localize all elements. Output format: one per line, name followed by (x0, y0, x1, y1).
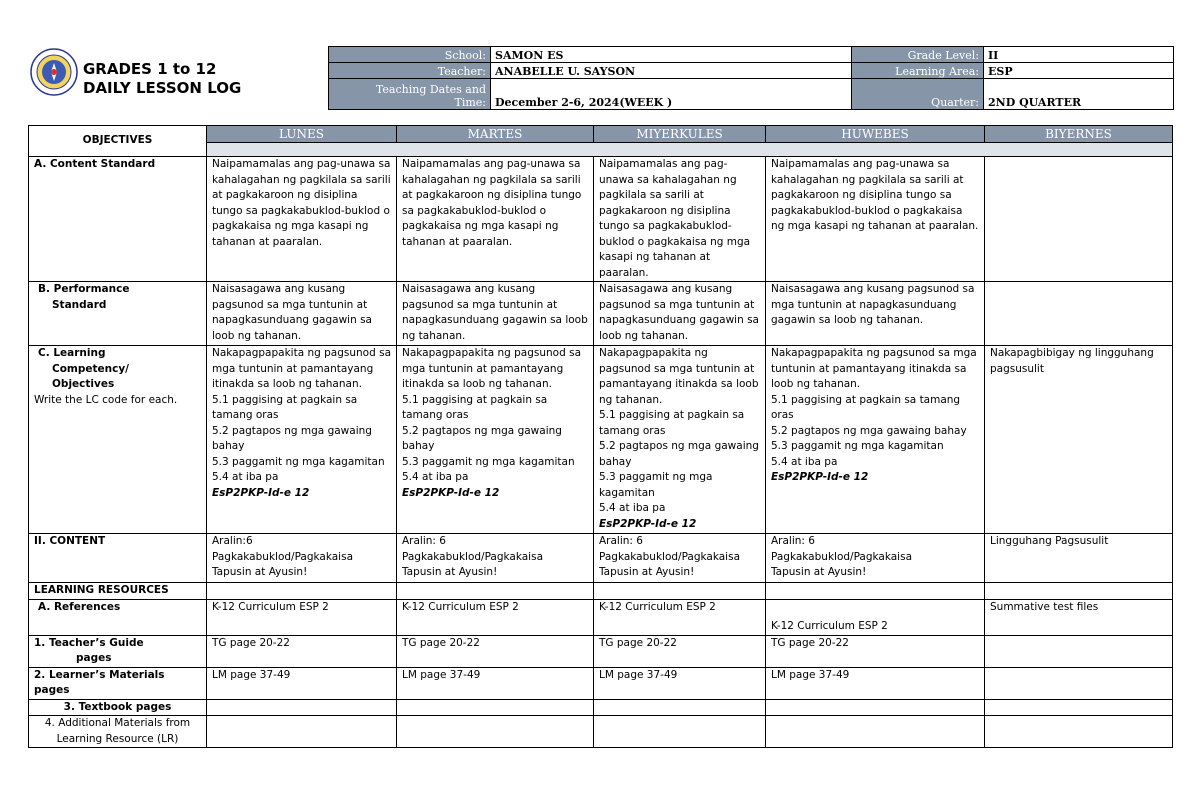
learning-competency-martes: Nakapagpapakita ng pagsunod sa mga tuntunin at pamantayang itinakda sa loob ng tahanan. 5.1 paggising at pagkain sa tamang oras 5.2 pagtapos ng mga gawaing bahay 5.3 paggamit ng mga kagamitan 5.4 at iba pa EsP2PKP-Id-e 12 (397, 346, 594, 534)
references-huwebes: K-12 Curriculum ESP 2 (766, 599, 985, 635)
performance-standard-huwebes: Naisasagawa ang kusang pagsunod sa mga tuntunin at napagkasunduang gagawin sa loob ng tahanan. (766, 282, 985, 346)
document-title (83, 60, 241, 98)
title-line-1: GRADES 1 to 12 (83, 60, 217, 78)
learners-materials-biyernes (985, 667, 1173, 699)
content-standard-lunes: Naipamamalas ang pag-unawa sa kahalagahan ng pagkilala sa sarili at pagkakaroon ng disiplina tungo sa pagkakabuklod-buklod o pagkakaisa ng mga kasapi ng tahanan at paaralan. (207, 157, 397, 282)
header-info-table (328, 46, 1174, 110)
content-standard-huwebes: Naipamamalas ang pag-unawa sa kahalagahan ng pagkilala sa sarili at pagkakaroon ng disiplina tungo sa pagkakabuklod-buklod o pagkakaisa ng mga kasapi ng tahanan at paaralan. (766, 157, 985, 282)
content-standard-label: A. Content Standard (29, 157, 207, 282)
objectives-header: OBJECTIVES (29, 126, 207, 157)
content-biyernes: Lingguhang Pagsusulit (985, 534, 1173, 583)
references-biyernes: Summative test files (985, 599, 1173, 635)
content-martes: Aralin: 6 Pagkakabuklod/Pagkakaisa Tapusin at Ayusin! (397, 534, 594, 583)
references-miyerkules: K-12 Curriculum ESP 2 (594, 599, 766, 635)
day-header-biyernes: BIYERNES (985, 126, 1173, 143)
learners-materials-label: 2. Learner’s Materials pages (29, 667, 207, 699)
learning-competency-label: C. Learning Competency/ Objectives Write the LC code for each. (29, 346, 207, 534)
performance-standard-miyerkules: Naisasagawa ang kusang pagsunod sa mga tuntunin at napagkasunduang gagawin sa loob ng tahanan. (594, 282, 766, 346)
grade-level-label: Grade Level: (852, 47, 984, 63)
learning-area-label: Learning Area: (852, 63, 984, 79)
day-header-lunes: LUNES (207, 126, 397, 143)
teachers-guide-label: 1. Teacher’s Guide pages (29, 635, 207, 667)
title-line-2: DAILY LESSON LOG (83, 79, 242, 97)
teacher-value: ANABELLE U. SAYSON (491, 63, 852, 79)
lesson-log-table (28, 125, 1173, 748)
learners-materials-martes: LM page 37-49 (397, 667, 594, 699)
content-standard-row (29, 157, 1173, 282)
deped-seal-logo (30, 48, 78, 96)
content-miyerkules: Aralin: 6 Pagkakabuklod/Pagkakaisa Tapusin at Ayusin! (594, 534, 766, 583)
teaching-dates-label: Teaching Dates and Time: (329, 79, 491, 110)
teachers-guide-row (29, 635, 1173, 667)
content-label: II. CONTENT (29, 534, 207, 583)
grade-level-value: II (984, 47, 1174, 63)
teacher-label: Teacher: (329, 63, 491, 79)
learning-competency-huwebes: Nakapagpapakita ng pagsunod sa mga tuntunin at pamantayang itinakda sa loob ng tahanan. 5.1 paggising at pagkain sa tamang oras 5.2 pagtapos ng mga gawaing bahay 5.3 paggamit ng mga kagamitan 5.4 at iba pa EsP2PKP-Id-e 12 (766, 346, 985, 534)
textbook-row (29, 699, 1173, 716)
day-header-huwebes: HUWEBES (766, 126, 985, 143)
learners-materials-huwebes: LM page 37-49 (766, 667, 985, 699)
content-standard-martes: Naipamamalas ang pag-unawa sa kahalagahan ng pagkilala sa sarili at pagkakaroon ng disiplina tungo sa pagkakabuklod-buklod o pagkakaisa ng mga kasapi ng tahanan at paaralan. (397, 157, 594, 282)
learners-materials-lunes: LM page 37-49 (207, 667, 397, 699)
additional-materials-row (29, 716, 1173, 748)
school-value: SAMON ES (491, 47, 852, 63)
teachers-guide-huwebes: TG page 20-22 (766, 635, 985, 667)
references-lunes: K-12 Curriculum ESP 2 (207, 599, 397, 635)
day-header-row (29, 126, 1173, 143)
learning-competency-lunes: Nakapagpapakita ng pagsunod sa mga tuntunin at pamantayang itinakda sa loob ng tahanan. 5.1 paggising at pagkain sa tamang oras 5.2 pagtapos ng mga gawaing bahay 5.3 paggamit ng mga kagamitan 5.4 at iba pa EsP2PKP-Id-e 12 (207, 346, 397, 534)
learners-materials-miyerkules: LM page 37-49 (594, 667, 766, 699)
learning-resources-label: LEARNING RESOURCES (29, 583, 207, 600)
references-label: A. References (29, 599, 207, 635)
learning-resources-row (29, 583, 1173, 600)
content-lunes: Aralin:6 Pagkakabuklod/Pagkakaisa Tapusin at Ayusin! (207, 534, 397, 583)
performance-standard-label: B. Performance Standard (29, 282, 207, 346)
day-subheader-band (207, 143, 1173, 157)
learning-competency-miyerkules: Nakapagpapakita ng pagsunod sa mga tuntunin at pamantayang itinakda sa loob ng tahanan. 5.1 paggising at pagkain sa tamang oras 5.2 pagtapos ng mga gawaing bahay 5.3 paggamit ng mga kagamitan 5.4 at iba pa EsP2PKP-Id-e 12 (594, 346, 766, 534)
content-standard-biyernes (985, 157, 1173, 282)
performance-standard-biyernes (985, 282, 1173, 346)
learning-competency-biyernes: Nakapagbibigay ng lingguhang pagsusulit (985, 346, 1173, 534)
content-huwebes: Aralin: 6 Pagkakabuklod/Pagkakaisa Tapusin at Ayusin! (766, 534, 985, 583)
learners-materials-row (29, 667, 1173, 699)
day-header-miyerkules: MIYERKULES (594, 126, 766, 143)
performance-standard-row (29, 282, 1173, 346)
teachers-guide-miyerkules: TG page 20-22 (594, 635, 766, 667)
learning-competency-row (29, 346, 1173, 534)
teachers-guide-lunes: TG page 20-22 (207, 635, 397, 667)
content-row (29, 534, 1173, 583)
school-label: School: (329, 47, 491, 63)
references-row (29, 599, 1173, 635)
additional-materials-label: 4. Additional Materials from Learning Resource (LR) (29, 716, 207, 748)
performance-standard-lunes: Naisasagawa ang kusang pagsunod sa mga tuntunin at napagkasunduang gagawin sa loob ng tahanan. (207, 282, 397, 346)
quarter-value: 2ND QUARTER (984, 79, 1174, 110)
performance-standard-martes: Naisasagawa ang kusang pagsunod sa mga tuntunin at napagkasunduang gagawin sa loob ng tahanan. (397, 282, 594, 346)
day-header-martes: MARTES (397, 126, 594, 143)
learning-area-value: ESP (984, 63, 1174, 79)
teachers-guide-biyernes (985, 635, 1173, 667)
content-standard-miyerkules: Naipamamalas ang pag-unawa sa kahalagahan ng pagkilala sa sarili at pagkakaroon ng disiplina tungo sa pagkakabuklod-buklod o pagkakaisa ng mga kasapi ng tahanan at paaralan. (594, 157, 766, 282)
references-martes: K-12 Curriculum ESP 2 (397, 599, 594, 635)
quarter-label: Quarter: (852, 79, 984, 110)
teachers-guide-martes: TG page 20-22 (397, 635, 594, 667)
teaching-dates-value: December 2-6, 2024(WEEK ) (491, 79, 852, 110)
textbook-label: 3. Textbook pages (29, 699, 207, 716)
